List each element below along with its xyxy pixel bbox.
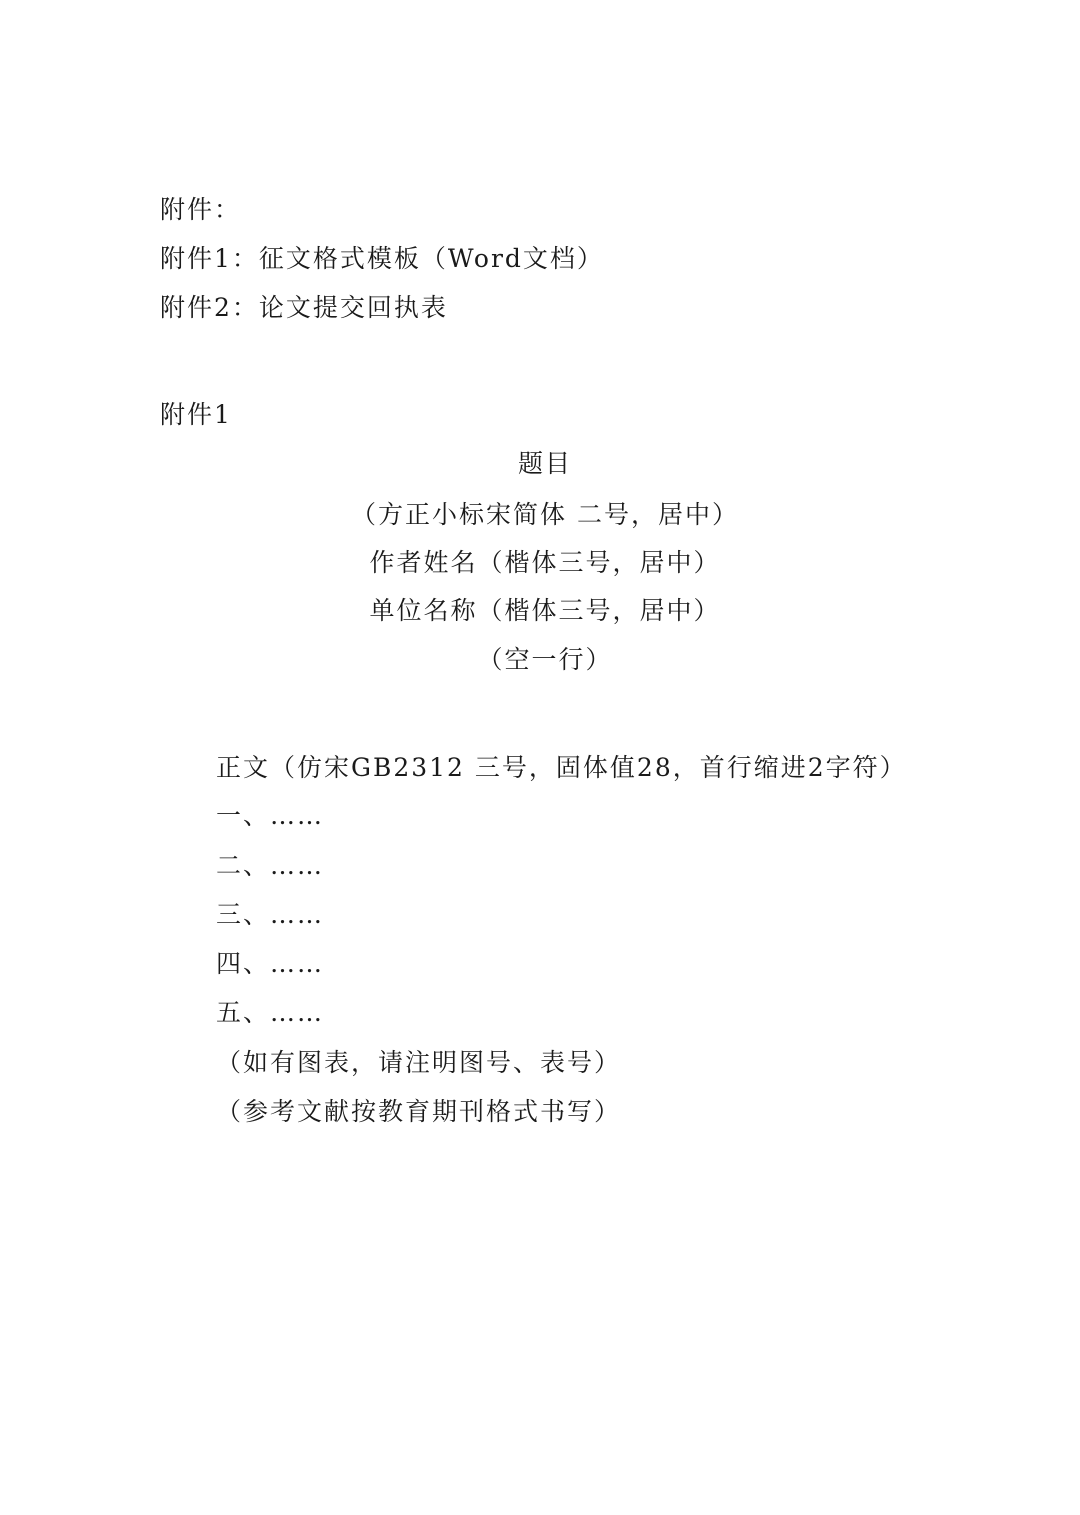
template-author: 作者姓名（楷体三号，居中） [369, 548, 721, 577]
figure-note: （如有图表，请注明图号、表号） [216, 1048, 622, 1077]
attachment-item-2: 附件2：论文提交回执表 [160, 293, 448, 322]
attachments-heading: 附件： [160, 195, 242, 224]
template-title: 题目 [517, 449, 572, 478]
appendix-label: 附件1 [160, 400, 232, 429]
section-item: 四、…… [216, 949, 325, 978]
section-item: 三、…… [216, 900, 325, 929]
section-item: 五、…… [216, 998, 325, 1027]
template-institution: 单位名称（楷体三号，居中） [369, 596, 721, 625]
attachment-item-1: 附件1：征文格式模板（Word文档） [160, 244, 604, 273]
section-item: 二、…… [216, 851, 325, 880]
template-title-note: （方正小标宋简体 二号，居中） [351, 500, 739, 529]
reference-note: （参考文献按教育期刊格式书写） [216, 1097, 622, 1126]
template-blank-line: （空一行） [477, 645, 613, 674]
section-item: 一、…… [216, 801, 325, 830]
body-intro: 正文（仿宋GB2312 三号，固体值28，首行缩进2字符） [216, 753, 907, 782]
